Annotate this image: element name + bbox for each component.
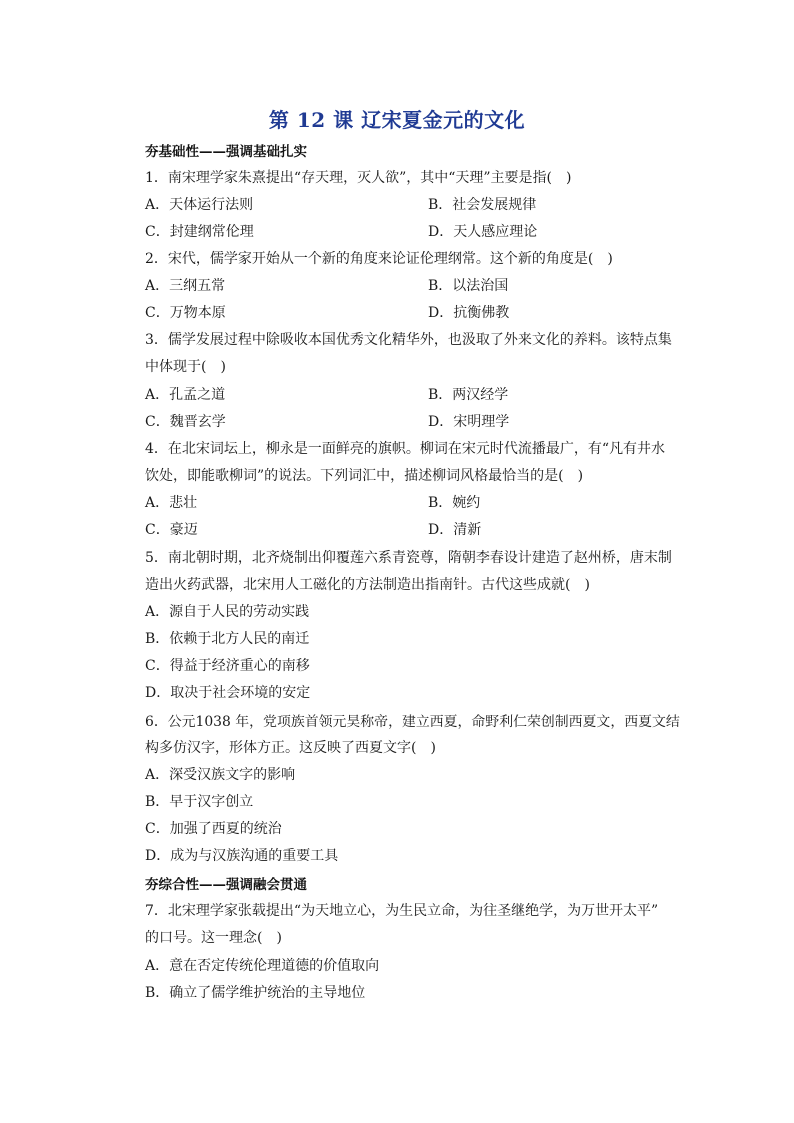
question-6-option-d: D．成为与汉族沟通的重要工具 (145, 848, 339, 864)
question-5-stem-line-2: 造出火药武器，北宋用人工磁化的方法制造出指南针。古代这些成就( ) (145, 577, 590, 593)
question-3-stem-line-2: 中体现于( ) (145, 359, 226, 375)
section-heading-basic: 夯基础性——强调基础扎实 (145, 144, 307, 160)
question-5-option-d: D．取决于社会环境的安定 (145, 685, 311, 701)
question-7-stem-line-1: 7．北宋理学家张载提出“为天地立心，为生民立命，为往圣继绝学，为万世开太平” (145, 903, 659, 919)
question-2-option-b: B．以法治国 (428, 278, 509, 294)
question-1-option-a: A．天体运行法则 (145, 197, 254, 213)
question-7-option-a: A．意在否定传统伦理道德的价值取向 (145, 958, 380, 974)
question-3-option-c: C．魏晋玄学 (145, 414, 226, 430)
question-2-stem: 2．宋代，儒学家开始从一个新的角度来论证伦理纲常。这个新的角度是( ) (145, 251, 613, 267)
question-5-option-c: C．得益于经济重心的南移 (145, 658, 310, 674)
question-5-stem-line-1: 5．南北朝时期，北齐烧制出仰覆莲六系青瓷尊，隋朝李春设计建造了赵州桥，唐末制 (145, 550, 672, 566)
page-title: 第 12 课 辽宋夏金元的文化 (268, 108, 526, 132)
question-4-option-a: A．悲壮 (145, 495, 198, 511)
question-1-option-c: C．封建纲常伦理 (145, 224, 254, 240)
question-6-stem-line-1: 6．公元1038 年，党项族首领元昊称帝，建立西夏，命野利仁荣创制西夏文，西夏文结 (145, 714, 680, 730)
question-4-option-c: C．豪迈 (145, 522, 198, 538)
section-heading-comprehensive: 夯综合性——强调融会贯通 (145, 877, 307, 893)
question-3-stem-line-1: 3．儒学发展过程中除吸收本国优秀文化精华外，也汲取了外来文化的养料。该特点集 (145, 332, 672, 348)
question-4-stem-line-1: 4．在北宋词坛上，柳永是一面鲜亮的旗帜。柳词在宋元时代流播最广，有“凡有井水 (145, 441, 666, 457)
question-3-option-a: A．孔孟之道 (145, 387, 226, 403)
question-4-stem-line-2: 饮处，即能歌柳词”的说法。下列词汇中，描述柳词风格最恰当的是( ) (145, 468, 584, 484)
question-6-stem-line-2: 构多仿汉字，形体方正。这反映了西夏文字( ) (145, 740, 436, 756)
question-1-option-d: D．天人感应理论 (428, 224, 538, 240)
question-3-option-d: D．宋明理学 (428, 414, 510, 430)
question-2-option-d: D．抗衡佛教 (428, 305, 510, 321)
question-6-option-b: B．早于汉字创立 (145, 794, 254, 810)
question-2-option-a: A．三纲五常 (145, 278, 226, 294)
question-5-option-a: A．源自于人民的劳动实践 (145, 604, 310, 620)
question-1-option-b: B．社会发展规律 (428, 197, 537, 213)
question-6-option-c: C．加强了西夏的统治 (145, 821, 282, 837)
question-7-stem-line-2: 的口号。这一理念( ) (145, 930, 282, 946)
question-4-option-b: B．婉约 (428, 495, 481, 511)
question-6-option-a: A．深受汉族文字的影响 (145, 767, 296, 783)
question-2-option-c: C．万物本原 (145, 305, 226, 321)
question-1-stem: 1．南宋理学家朱熹提出“存天理，灭人欲”，其中“天理”主要是指( ) (145, 170, 572, 186)
question-3-option-b: B．两汉经学 (428, 387, 509, 403)
question-7-option-b: B．确立了儒学维护统治的主导地位 (145, 985, 366, 1001)
question-5-option-b: B．依赖于北方人民的南迁 (145, 631, 310, 647)
question-4-option-d: D．清新 (428, 522, 482, 538)
